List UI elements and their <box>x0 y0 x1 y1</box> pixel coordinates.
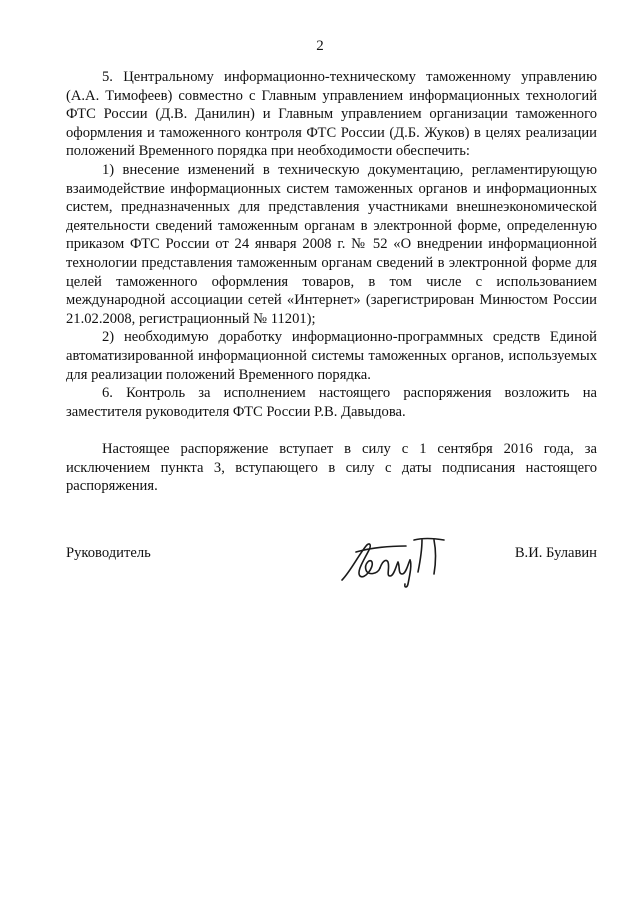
paragraph-item-6: 6. Контроль за исполнением настоящего распоряжения возложить на заместителя руководителя ФТС России Р.В. Давыдова. <box>66 385 597 420</box>
paragraph-subitem-1: 1) внесение изменений в техническую документацию, регламентирующую взаимодействие информационных систем таможенных органов и информационных систем, предназначенных для представления участниками внешнеэкономической деятельности сведений таможенным органам в электронной форме, определенную приказом ФТС России от 24 января 2008 г. № 52 «О внедрении информационной технологии представления таможенным органам сведений в электронной форме для целей таможенного оформления товаров, в том числе с использованием международной ассоциации сетей «Интернет» (зарегистрирован Минюстом России 21.02.2008, регистрационный № 11201); <box>66 161 597 327</box>
signature-block <box>66 536 597 596</box>
signatory-title: Руководитель <box>66 545 151 561</box>
page-number: 2 <box>316 38 324 54</box>
paragraph-item-5: 5. Центральному информационно-техническому таможенному управлению (А.А. Тимофеев) совместно с Главным управлением информационных технологий ФТС России (Д.В. Данилин) и Главным управлением организации таможенного оформления и таможенного контроля ФТС России (Д.Б. Жуков) в целях реализации положений Временного порядка при необходимости обеспечить: <box>66 69 597 160</box>
handwritten-signature <box>336 528 456 592</box>
paragraph-effective-date: Настоящее распоряжение вступает в силу с 1 сентября 2016 года, за исключением пункта 3, вступающего в силу с даты подписания настоящего распоряжения. <box>66 441 597 495</box>
document-body <box>66 68 597 496</box>
paragraph-subitem-2: 2) необходимую доработку информационно-программных средств Единой автоматизированной информационной системы таможенных органов, используемых для реализации положений Временного порядка. <box>66 329 597 383</box>
signatory-name: В.И. Булавин <box>514 545 597 561</box>
